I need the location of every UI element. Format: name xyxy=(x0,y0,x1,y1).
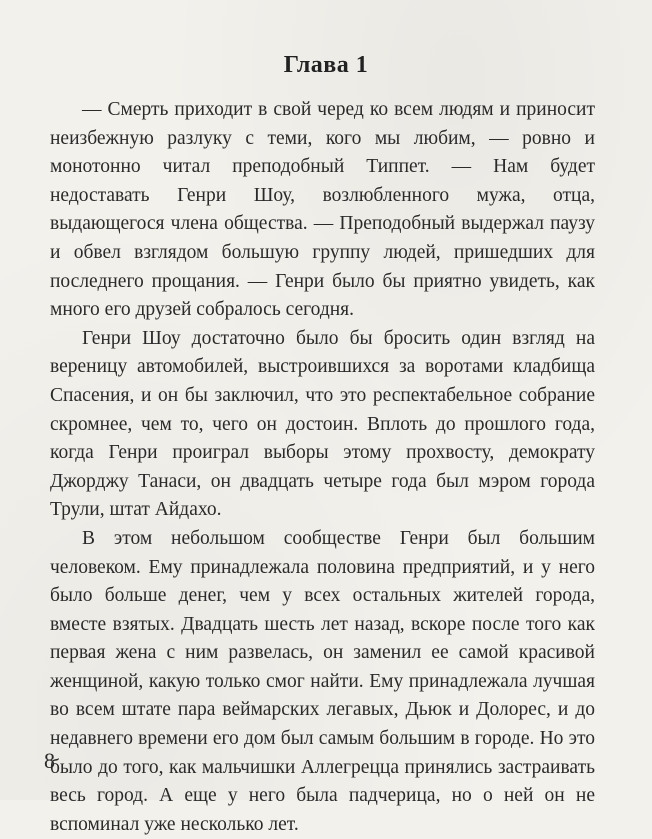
paragraph-3: В этом небольшом сообществе Генри был большим человеком. Ему принадлежала половина предприятий, и у него было больше денег, чем у всех остальных жителей города, вместе взятых. Двадцать шесть лет назад, вскоре после того как первая жена с ним развелась, он заменил ее самой красивой женщиной, какую только смог найти. Ему принадлежала лучшая во всем штате пара веймарских легавых, Дьюк и Долорес, и до недавнего времени его дом был самым большим в городе. Но это было до того, как мальчишки Аллегрецца принялись застраивать весь город. А еще у него была падчерица, но о ней он не вспоминал уже несколько лет. xyxy=(50,527,595,835)
page-number: 8 xyxy=(44,748,55,773)
paragraph-1: — Смерть приходит в свой черед ко всем людям и приносит неизбежную разлуку с теми, кого мы любим, — ровно и монотонно читал преподобный Типпет. — Нам будет недоставать Генри Шоу, возлюбленного мужа, отца, выдающегося члена общества. — Преподобный выдержал паузу и обвел взглядом большую группу людей, пришедших для последнего прощания. — Генри было бы приятно увидеть, как много его друзей собралось сегодня. xyxy=(50,99,595,321)
chapter-title: Глава 1 xyxy=(283,52,369,78)
body-text xyxy=(50,96,595,839)
paragraph-2: Генри Шоу достаточно было бы бросить один взгляд на вереницу автомобилей, выстроившихся за воротами кладбища Спасения, и он бы заключил, что это респектабельное собрание скромнее, чем то, чего он достоин. Вплоть до прошлого года, когда Генри проиграл выборы этому прохвосту, демократу Джорджу Танаси, он двадцать четыре года был мэром города Трули, штат Айдахо. xyxy=(50,327,595,521)
